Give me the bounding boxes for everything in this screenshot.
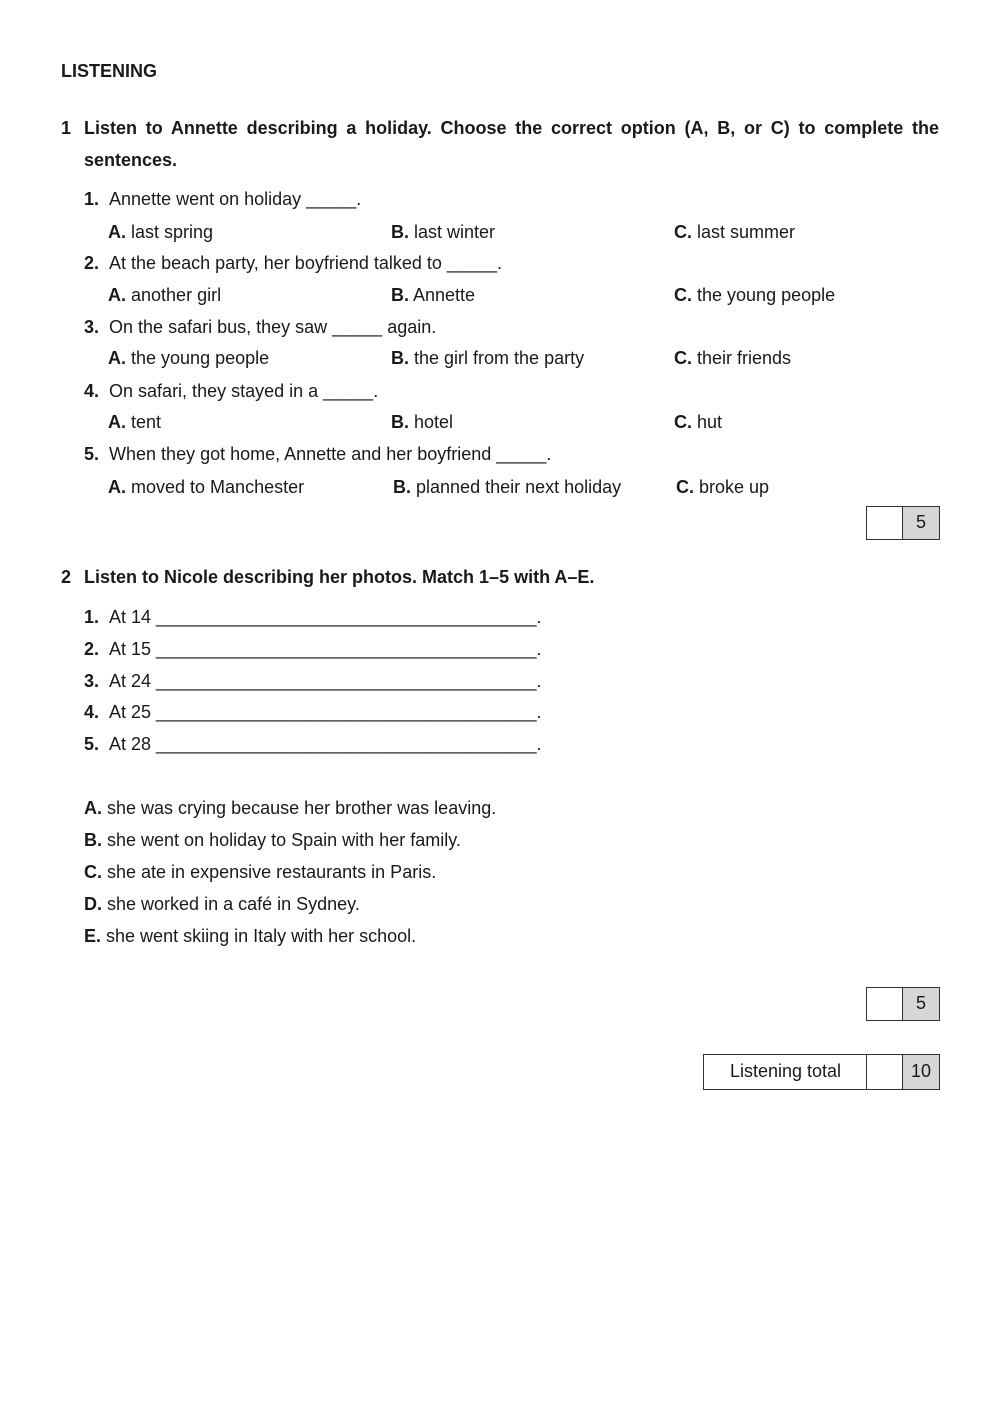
task2-instruction: Listen to Nicole describing her photos. Match 1–5 with A–E. (84, 567, 595, 587)
match-item[interactable]: 5. At 28 ______________________________________. (84, 734, 542, 754)
option-a[interactable]: A. the young people (108, 348, 270, 368)
section-title: LISTENING (61, 61, 158, 81)
option-b[interactable]: B. hotel (391, 412, 454, 432)
option-a[interactable]: A. last spring (108, 222, 214, 242)
task1-score-box (866, 506, 940, 540)
question (84, 445, 551, 463)
option-b[interactable]: B. Annette (391, 285, 476, 305)
total-score-input[interactable] (867, 1055, 903, 1089)
question (84, 318, 436, 336)
option-a[interactable]: A. tent (108, 412, 162, 432)
question (84, 382, 378, 400)
question-number: 1. (84, 189, 100, 209)
total-score-box (866, 1054, 940, 1090)
task1-instruction: Listen to Annette describing a holiday. Choose the correct option (A, B, or C) to complete the (84, 118, 939, 138)
task2-score-box (866, 987, 940, 1021)
question-text: When they got home, Annette and her boyfriend _____. (109, 444, 552, 464)
match-item[interactable]: 4. At 25 ______________________________________. (84, 702, 542, 722)
score-input[interactable] (867, 507, 903, 539)
match-choice: A. she was crying because her brother was leaving. (84, 798, 497, 818)
question (84, 190, 361, 208)
question-number: 4. (84, 381, 100, 401)
option-b[interactable]: B. planned their next holiday (393, 477, 622, 497)
total-score-max: 10 (903, 1055, 939, 1089)
question-text: On the safari bus, they saw _____ again. (109, 317, 437, 337)
match-item[interactable]: 2. At 15 ______________________________________. (84, 639, 542, 659)
question-text: Annette went on holiday _____. (109, 189, 362, 209)
option-c[interactable]: C. the young people (674, 285, 836, 305)
option-c[interactable]: C. hut (674, 412, 723, 432)
question-number: 3. (84, 317, 100, 337)
option-b[interactable]: B. the girl from the party (391, 348, 585, 368)
score-input[interactable] (867, 988, 903, 1020)
option-a[interactable]: A. moved to Manchester (108, 477, 305, 497)
match-choice: C. she ate in expensive restaurants in Paris. (84, 862, 437, 882)
task1-instruction-cont: sentences. (84, 150, 178, 170)
score-max: 5 (903, 988, 939, 1020)
option-c[interactable]: C. broke up (676, 477, 770, 497)
question-number: 5. (84, 444, 100, 464)
question-number: 2. (84, 253, 100, 273)
task2-number: 2 (61, 567, 72, 587)
listening-total-label: Listening total (703, 1054, 867, 1090)
match-choice: D. she worked in a café in Sydney. (84, 894, 360, 914)
option-c[interactable]: C. their friends (674, 348, 792, 368)
question-text: At the beach party, her boyfriend talked to _____. (109, 253, 502, 273)
option-a[interactable]: A. another girl (108, 285, 222, 305)
option-c[interactable]: C. last summer (674, 222, 796, 242)
score-max: 5 (903, 507, 939, 539)
question-text: On safari, they stayed in a _____. (109, 381, 379, 401)
option-b[interactable]: B. last winter (391, 222, 496, 242)
match-item[interactable]: 1. At 14 ______________________________________. (84, 607, 542, 627)
match-choice: E. she went skiing in Italy with her school. (84, 926, 417, 946)
question (84, 254, 502, 272)
task1-number: 1 (61, 118, 72, 138)
match-choice: B. she went on holiday to Spain with her family. (84, 830, 461, 850)
match-item[interactable]: 3. At 24 ______________________________________. (84, 671, 542, 691)
